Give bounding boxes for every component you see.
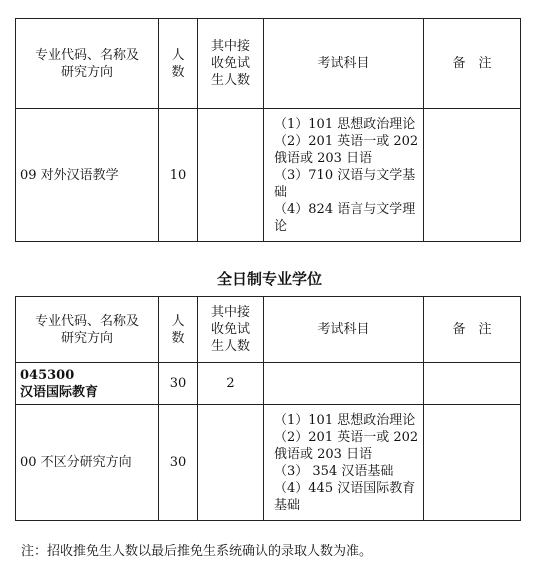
count-cell: 30	[159, 405, 198, 521]
header-major: 专业代码、名称及 研究方向	[16, 297, 159, 363]
section-title: 全日制专业学位	[216, 270, 322, 288]
program-name: 汉语国际教育	[20, 384, 99, 400]
major-cell: 09 对外汉语教学	[16, 109, 159, 242]
header-count: 人 数	[159, 19, 198, 109]
exempt-cell	[198, 405, 264, 521]
table-row	[16, 109, 521, 242]
program-code: 045300	[20, 367, 75, 383]
header-remarks: 备 注	[424, 19, 521, 109]
header-remarks: 备 注	[424, 297, 521, 363]
footnote: 注：招收推免生人数以最后推免生系统确认的录取人数为准。	[21, 544, 373, 559]
count-cell: 10	[159, 109, 198, 242]
remarks-cell	[424, 405, 521, 521]
major-cell: 00 不区分研究方向	[16, 405, 159, 521]
table-header-row	[16, 19, 521, 109]
table-header-row	[16, 297, 521, 363]
count-cell: 30	[159, 363, 198, 405]
subjects-cell	[264, 363, 424, 405]
table-professional	[15, 296, 521, 521]
header-major: 专业代码、名称及 研究方向	[16, 19, 159, 109]
program-cell	[16, 363, 159, 405]
table-row	[16, 405, 521, 521]
remarks-cell	[424, 363, 521, 405]
exempt-cell	[198, 109, 264, 242]
header-subjects: 考试科目	[264, 297, 424, 363]
subjects-cell: （1）101 思想政治理论 （2）201 英语一或 202 俄语或 203 日语 （3）710 汉语与文学基 础 （4）824 语言与文学理 论	[264, 109, 424, 242]
header-count: 人 数	[159, 297, 198, 363]
header-exempt: 其中接 收免试 生人数	[198, 19, 264, 109]
header-exempt: 其中接 收免试 生人数	[198, 297, 264, 363]
exempt-cell: 2	[198, 363, 264, 405]
program-row	[16, 363, 521, 405]
header-subjects: 考试科目	[264, 19, 424, 109]
table-academic	[15, 18, 521, 242]
subjects-cell: （1）101 思想政治理论 （2）201 英语一或 202 俄语或 203 日语 （3） 354 汉语基础 （4）445 汉语国际教育 基础	[264, 405, 424, 521]
remarks-cell	[424, 109, 521, 242]
